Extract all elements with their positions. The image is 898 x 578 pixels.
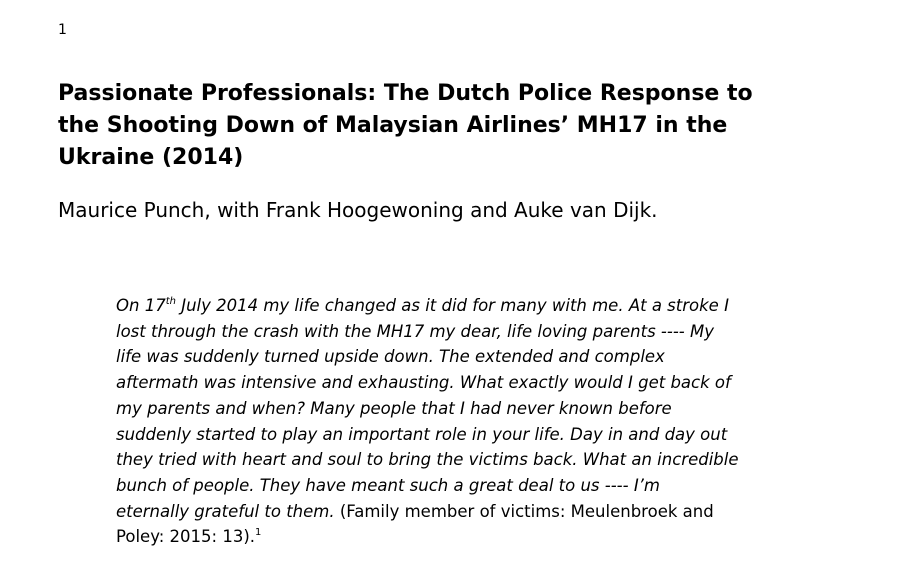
quote-line: aftermath was intensive and exhausting. What exactly would I get back of bbox=[116, 373, 731, 393]
footnote-marker[interactable]: 1 bbox=[255, 527, 262, 539]
quote-text: On 17 bbox=[116, 296, 166, 315]
quote-line: life was suddenly turned upside down. The extended and complex bbox=[116, 347, 665, 367]
quote-text: eternally grateful to them. bbox=[116, 501, 335, 521]
ordinal-suffix: th bbox=[165, 296, 176, 307]
citation-text: Poley: 2015: 13). bbox=[116, 527, 256, 547]
quote-line: suddenly started to play an important role in your life. Day in and day out bbox=[116, 424, 728, 444]
quote-line: lost through the crash with the MH17 my dear, life loving parents ---- My bbox=[116, 321, 714, 341]
document-title bbox=[58, 78, 858, 174]
quote-line: my parents and when? Many people that I had never known before bbox=[116, 398, 672, 418]
authors-line: Maurice Punch, with Frank Hoogewoning and Auke van Dijk. bbox=[58, 198, 658, 222]
page-number: 1 bbox=[58, 22, 67, 38]
block-quote bbox=[116, 293, 856, 550]
quote-line: they tried with heart and soul to bring the victims back. What an incredible bbox=[116, 450, 739, 470]
quote-line bbox=[116, 499, 856, 525]
quote-line bbox=[116, 524, 856, 550]
citation-text: (Family member of victims: Meulenbroek and bbox=[334, 501, 714, 521]
quote-line: bunch of people. They have meant such a great deal to us ---- I’m bbox=[116, 475, 661, 495]
title-line: the Shooting Down of Malaysian Airlines’ MH17 in the bbox=[58, 113, 728, 138]
quote-text: July 2014 my life changed as it did for many with me. At a stroke I bbox=[175, 296, 729, 315]
title-line: Passionate Professionals: The Dutch Police Response to bbox=[58, 81, 753, 106]
title-line: Ukraine (2014) bbox=[58, 145, 244, 170]
quote-line bbox=[116, 293, 856, 319]
